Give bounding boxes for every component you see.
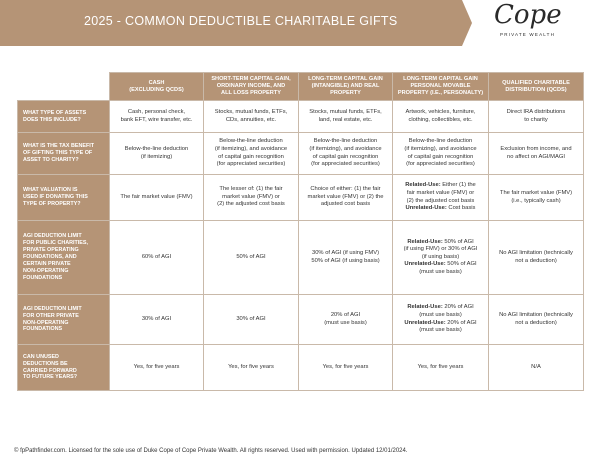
cell-line: 50% of AGI: [236, 253, 266, 260]
cell-line: (if using basis): [421, 253, 460, 260]
column-header-line: CASH: [148, 79, 165, 86]
cell-line: Below-the-line deduction: [408, 138, 473, 145]
table-row: [18, 221, 584, 295]
cell-line: (2) the adjusted cost basis: [406, 197, 475, 204]
cell-line: N/A: [531, 363, 541, 370]
row-label-line: WHAT VALUATION IS: [23, 187, 78, 194]
column-header: [393, 73, 489, 101]
table-cell: [110, 295, 204, 345]
cell-line: 60% of AGI: [141, 253, 172, 260]
column-header-line: DISTRIBUTION (QCDS): [505, 86, 567, 93]
table-cell: [204, 175, 299, 221]
cell-line: No AGI limitation (technically: [499, 311, 573, 318]
cell-line: not a deduction): [515, 319, 557, 326]
table-cell: [110, 175, 204, 221]
cell-line: Artwork, vehicles, furniture,: [405, 108, 476, 115]
cell-line: (if itemizing), and avoidance: [309, 145, 382, 152]
cell-line: (must use basis): [324, 319, 367, 326]
cell-emphasis: Unrelated-Use:: [405, 205, 447, 212]
cell-line: The fair market value (FMV): [499, 189, 573, 196]
row-label: [18, 133, 110, 175]
table-cell: [110, 221, 204, 295]
header-corner: [18, 73, 110, 101]
row-label-line: TO FUTURE YEARS?: [23, 374, 78, 381]
row-label-line: FOUNDATIONS: [23, 274, 63, 281]
logo-subtitle: PRIVATE WEALTH: [500, 32, 556, 37]
column-header-line: ALL LOSS PROPERTY: [221, 89, 281, 96]
row-label-line: WHAT TYPE OF ASSETS: [23, 109, 87, 116]
cell-line: No AGI limitation (technically: [499, 249, 573, 256]
cell-line: Related-Use: 50% of AGI: [407, 238, 474, 245]
row-label-line: PRIVATE OPERATING: [23, 247, 79, 254]
cell-line: (if itemizing): [140, 153, 173, 160]
cell-line: Stocks, mutual funds, ETFs,: [309, 108, 382, 115]
cell-line: Yes, for five years: [322, 363, 369, 370]
cell-line: 30% of AGI: [141, 315, 172, 322]
cell-line: land, real estate, etc.: [318, 116, 373, 123]
row-label-line: WHAT IS THE TAX BENEFIT: [23, 143, 95, 150]
cell-line: Exclusion from income, and: [500, 145, 572, 152]
row-label-line: CARRIED FORWARD: [23, 367, 77, 374]
cell-line: The fair market value (FMV): [120, 193, 193, 200]
table-cell: [489, 295, 584, 345]
table-row: [18, 295, 584, 345]
cell-line: Yes, for five years: [133, 363, 180, 370]
cell-line: (if using FMV) or 30% of AGI: [403, 246, 478, 253]
table-cell: [489, 221, 584, 295]
cell-line: of capital gain recognition: [407, 153, 474, 160]
cell-line: (for appreciated securities): [406, 161, 475, 168]
row-label-line: AGI DEDUCTION LIMIT: [23, 233, 82, 240]
table-cell: [299, 345, 393, 391]
table-header-row: [18, 73, 584, 101]
cell-line: (if itemizing), and avoidance: [214, 145, 288, 152]
column-header: [489, 73, 584, 101]
table-cell: [299, 101, 393, 133]
column-header-line: (EXCLUDING QCDS): [129, 86, 184, 93]
table-cell: [299, 133, 393, 175]
column-header-line: QUALIFIED CHARITABLE: [502, 79, 570, 86]
cell-emphasis: Unrelated-Use:: [404, 319, 446, 326]
cell-line: 30% of AGI (if using FMV): [311, 249, 379, 256]
table-cell: [299, 295, 393, 345]
column-header-line: PERSONAL MOVABLE: [410, 83, 471, 89]
cell-line: adjusted cost basis: [320, 201, 371, 208]
row-label-line: NON-OPERATING: [23, 319, 69, 326]
cell-line: Below-the-line deduction: [313, 138, 378, 145]
cell-line: fair market value (FMV) or: [406, 189, 475, 196]
cell-line: (2) the adjusted cost basis: [217, 201, 285, 208]
cell-line: to charity: [524, 116, 548, 123]
table-cell: [299, 221, 393, 295]
table-cell: [489, 133, 584, 175]
cell-line: market value (FMV) or (2) the: [307, 193, 384, 200]
table-cell: [489, 175, 584, 221]
copyright-footer: © fpPathfinder.com. Licensed for the sole use of Duke Cope of Cope Private Wealth. All rights reserved. Used with permission. Updated 12/01/2024.: [14, 448, 408, 454]
row-label: [18, 295, 110, 345]
row-label-line: FOUNDATIONS, AND: [23, 254, 77, 261]
column-header: [110, 73, 204, 101]
table-cell: [393, 133, 489, 175]
row-label-line: DOES THIS INCLUDE?: [23, 116, 81, 123]
table-cell: [204, 345, 299, 391]
table-cell: [204, 295, 299, 345]
row-label-line: USED IF DONATING THIS: [23, 194, 88, 201]
table-row: [18, 133, 584, 175]
cell-line: 20% of AGI: [330, 311, 361, 318]
cell-line: CDs, annuities, etc.: [225, 116, 277, 123]
table-cell: [110, 345, 204, 391]
cell-line: (i.e., typically cash): [511, 197, 561, 204]
cell-line: 30% of AGI: [236, 315, 266, 322]
row-label-line: DEDUCTIONS BE: [23, 360, 68, 367]
cell-line: The lesser of: (1) the fair: [219, 186, 283, 193]
row-label-line: CERTAIN PRIVATE: [23, 260, 71, 267]
cell-line: Stocks, mutual funds, ETFs,: [214, 108, 288, 115]
cell-line: 50% of AGI (if using basis): [311, 257, 380, 264]
cell-line: Cash, personal check,: [127, 108, 186, 115]
brand-logo: [490, 2, 560, 42]
table-cell: [299, 175, 393, 221]
cell-line: clothing, collectibles, etc.: [408, 116, 473, 123]
row-label-line: FOR OTHER PRIVATE: [23, 312, 79, 319]
cell-line: Unrelated-Use: Cost basis: [405, 205, 476, 212]
cell-line: (must use basis): [419, 327, 462, 334]
table-cell: [110, 133, 204, 175]
column-header-line: PROPERTY: [330, 89, 361, 96]
cell-line: market value (FMV) or: [222, 193, 280, 200]
column-header-line: PROPERTY (I.E., PERSONALTY): [397, 89, 484, 96]
cell-line: Unrelated-Use: 50% of AGI: [404, 261, 477, 268]
column-header: [204, 73, 299, 101]
cell-line: (for appreciated securities): [311, 161, 380, 168]
row-label-line: FOR PUBLIC CHARITIES,: [23, 240, 88, 247]
table-cell: [393, 221, 489, 295]
cell-line: Related-Use: Either (1) the: [405, 182, 476, 189]
table-cell: [489, 345, 584, 391]
cell-line: (if itemizing), and avoidance: [404, 145, 477, 152]
table-cell: [110, 101, 204, 133]
column-header-line: LONG-TERM CAPITAL GAIN: [308, 76, 383, 83]
row-label-line: CAN UNUSED: [23, 353, 59, 360]
row-label: [18, 101, 110, 133]
table-cell: [393, 345, 489, 391]
table-cell: [489, 101, 584, 133]
page-title: 2025 - COMMON DEDUCTIBLE CHARITABLE GIFTS: [84, 14, 398, 28]
table-cell: [393, 295, 489, 345]
table-cell: [204, 221, 299, 295]
table-row: [18, 175, 584, 221]
cell-line: Below-the-line deduction: [124, 145, 189, 152]
cell-line: Below-the-line deduction: [219, 138, 283, 145]
table-cell: [393, 101, 489, 133]
cell-line: no affect on AGI/MAGI: [507, 153, 565, 160]
row-label: [18, 345, 110, 391]
row-label-line: FOUNDATIONS: [23, 326, 63, 333]
cell-line: of capital gain recognition: [218, 153, 284, 160]
row-label: [18, 175, 110, 221]
table-cell: [204, 101, 299, 133]
cell-line: Yes, for five years: [228, 363, 274, 370]
cell-emphasis: Related-Use:: [405, 182, 441, 189]
row-label-line: TYPE OF PROPERTY?: [23, 200, 81, 207]
cell-line: Related-Use: 20% of AGI: [407, 304, 474, 311]
cell-line: (must use basis): [419, 311, 462, 318]
cell-emphasis: Related-Use:: [407, 238, 443, 245]
column-header-line: ORDINARY INCOME, AND: [216, 83, 286, 89]
cell-line: of capital gain recognition: [312, 153, 379, 160]
table-cell: [204, 133, 299, 175]
title-banner: [0, 0, 602, 46]
table-body: [18, 101, 584, 391]
gifts-table: [17, 72, 584, 391]
cell-line: Yes, for five years: [417, 363, 464, 370]
row-label-line: NON-OPERATING: [23, 267, 69, 274]
cell-line: Unrelated-Use: 20% of AGI: [404, 319, 477, 326]
cell-line: bank EFT, wire transfer, etc.: [120, 116, 193, 123]
logo-wordmark: Cope: [494, 0, 562, 30]
cell-emphasis: Related-Use:: [407, 304, 443, 311]
row-label-line: ASSET TO CHARITY?: [23, 156, 79, 163]
cell-line: not a deduction): [515, 257, 557, 264]
column-header-line: SHORT-TERM CAPITAL GAIN,: [211, 76, 291, 83]
cell-line: (must use basis): [419, 268, 462, 275]
row-label: [18, 221, 110, 295]
cell-line: Choice of either: (1) the fair: [310, 186, 381, 193]
cell-emphasis: Unrelated-Use:: [404, 261, 446, 268]
cell-line: (for appreciated securities): [216, 161, 286, 168]
row-label-line: AGI DEDUCTION LIMIT: [23, 305, 82, 312]
table-row: [18, 345, 584, 391]
table-row: [18, 101, 584, 133]
table-cell: [393, 175, 489, 221]
cell-line: Direct IRA distributions: [506, 108, 566, 115]
row-label-line: OF GIFTING THIS TYPE OF: [23, 150, 93, 157]
column-header-line: (INTANGIBLE) AND REAL: [311, 83, 380, 89]
column-header-line: LONG-TERM CAPITAL GAIN: [403, 76, 478, 83]
column-header: [299, 73, 393, 101]
